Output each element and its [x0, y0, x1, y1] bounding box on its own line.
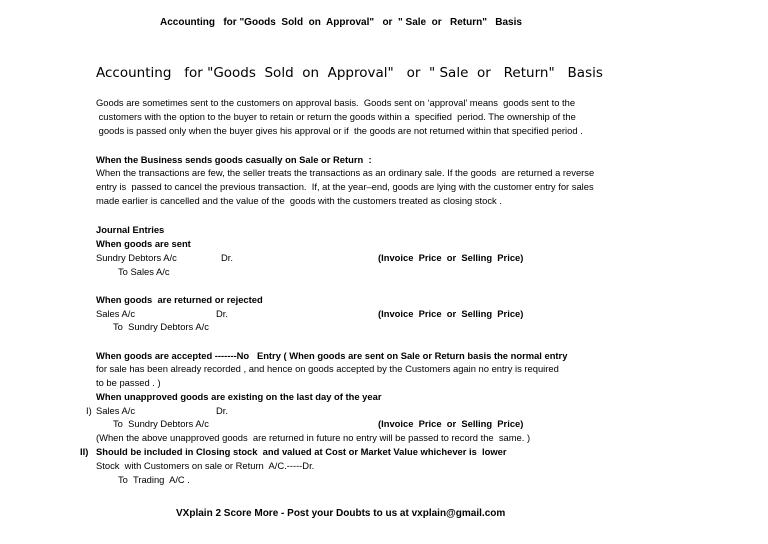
page-footer: VXplain 2 Score More - Post your Doubts to us at vxplain@gmail.com: [176, 508, 506, 519]
item1-number: I): [86, 405, 92, 416]
casual-line: made earlier is cancelled and the value of the goods with the customers treated as closing stock .: [96, 195, 502, 206]
casual-line: When the transactions are few, the seller treats the transactions as an ordinary sale. If the goods are returned a reverse: [96, 167, 595, 178]
returned-heading: When goods are returned or rejected: [96, 294, 263, 305]
intro-line: customers with the option to the buyer to retain or return the goods within a specified period. The ownership of the: [96, 111, 576, 122]
item1-credit: To Sundry Debtors A/c: [113, 418, 209, 429]
accepted-line: for sale has been already recorded , and hence on goods accepted by the Customers again no entry is required: [96, 363, 559, 374]
sent-credit: To Sales A/c: [118, 266, 170, 277]
item2-heading: Should be included in Closing stock and valued at Cost or Market Value whichever is lower: [96, 446, 507, 457]
item1-price: (Invoice Price or Selling Price): [378, 418, 524, 429]
unapproved-note: (When the above unapproved goods are returned in future no entry will be passed to record the same. ): [96, 432, 531, 443]
casual-line: entry is passed to cancel the previous transaction. If, at the year–end, goods are lying with the customer entry for sales: [96, 181, 594, 192]
sent-debit: Sundry Debtors A/c: [96, 252, 177, 263]
casual-heading: When the Business sends goods casually on Sale or Return :: [96, 154, 372, 165]
sent-heading: When goods are sent: [96, 238, 191, 249]
item2-number: II): [80, 446, 89, 457]
returned-credit: To Sundry Debtors A/c: [113, 321, 209, 332]
intro-line: goods is passed only when the buyer gives his approval or if the goods are not returned within that specified period .: [96, 125, 583, 136]
item1-debit: Sales A/c: [96, 405, 136, 416]
sent-price: (Invoice Price or Selling Price): [378, 252, 524, 263]
accepted-line: to be passed . ): [96, 377, 161, 388]
accepted-heading: When goods are accepted -------No Entry ( When goods are sent on Sale or Return basis the normal entry: [96, 350, 568, 361]
page-title: Accounting for "Goods Sold on Approval" or " Sale or Return" Basis: [96, 65, 603, 81]
item2-credit: To Trading A/C .: [118, 474, 190, 485]
returned-debit: Sales A/c: [96, 308, 136, 319]
returned-price: (Invoice Price or Selling Price): [378, 308, 524, 319]
page-header: Accounting for "Goods Sold on Approval" or " Sale or Return" Basis: [160, 17, 522, 28]
unapproved-heading: When unapproved goods are existing on the last day of the year: [96, 391, 382, 402]
journal-heading: Journal Entries: [96, 224, 165, 235]
item1-dr: Dr.: [216, 405, 228, 416]
item2-line: Stock with Customers on sale or Return A/C.-----Dr.: [96, 460, 315, 471]
returned-dr: Dr.: [216, 308, 228, 319]
intro-line: Goods are sometimes sent to the customers on approval basis. Goods sent on ‘approval’ means goods sent to the: [96, 97, 576, 108]
sent-dr: Dr.: [221, 252, 233, 263]
